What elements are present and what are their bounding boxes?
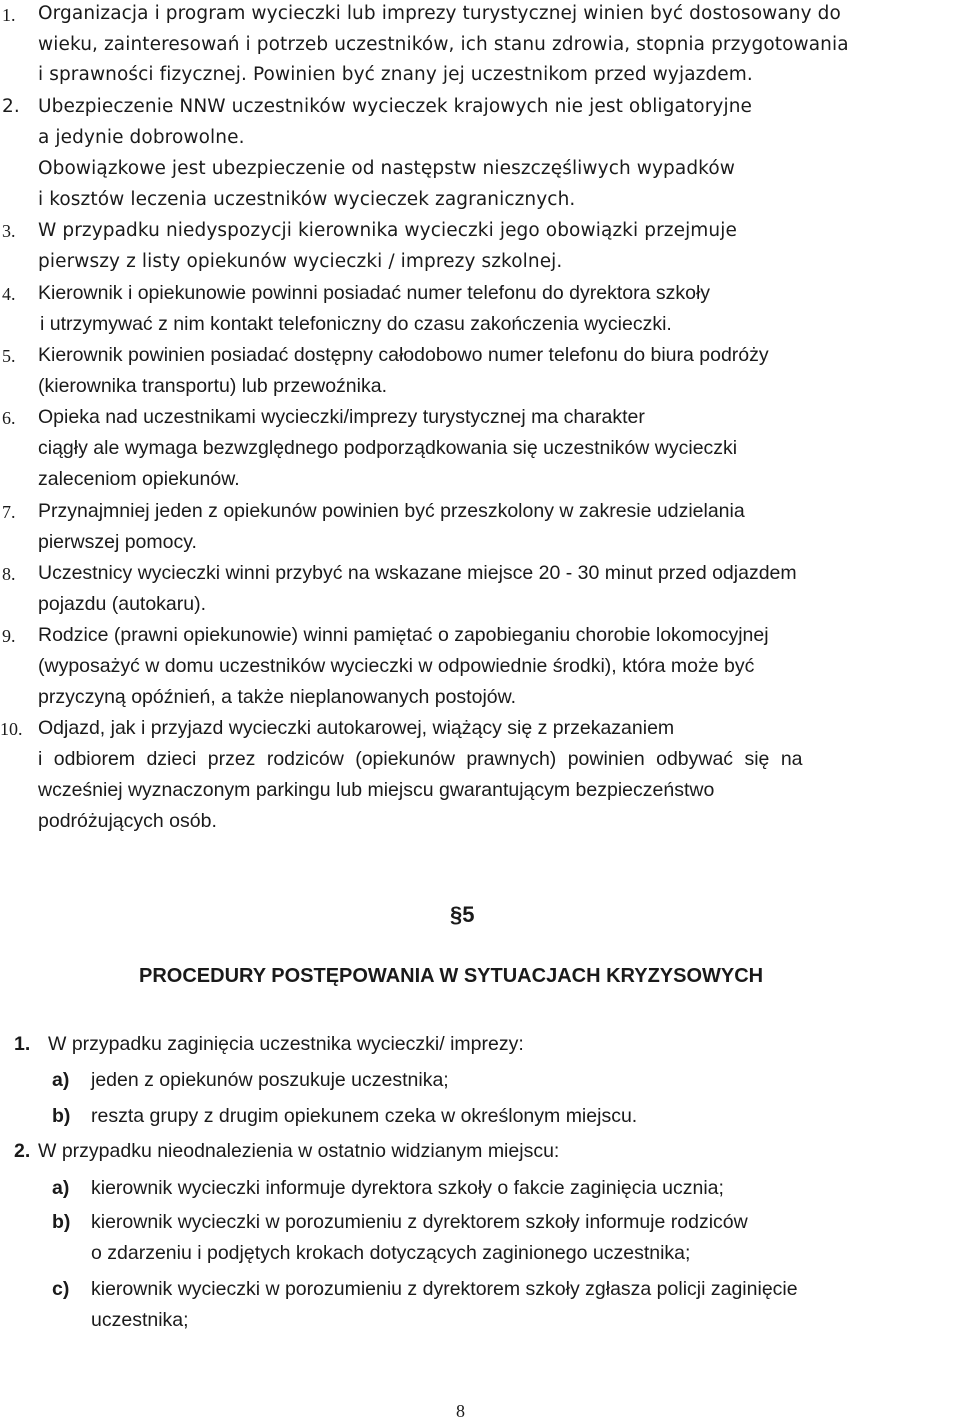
item-text-line: (wyposażyć w domu uczestników wycieczki w odpowiednie środki), która może być [38, 655, 755, 677]
section-number: §5 [450, 902, 475, 927]
item-text-line: Kierownik powinien posiadać dostępny całodobowo numer telefonu do biura podróży [38, 344, 769, 366]
subitem-text: kierownik wycieczki informuje dyrektora szkoły o fakcie zaginięcia ucznia; [91, 1177, 724, 1199]
subitem-text: reszta grupy z drugim opiekunem czeka w określonym miejscu. [91, 1105, 638, 1127]
item-text-line: Ubezpieczenie NNW uczestników wycieczek krajowych nie jest obligatoryjne [38, 96, 753, 117]
procedure-number: 2. [14, 1140, 31, 1162]
item-text-line: Organizacja i program wycieczki lub imprezy turystycznej winien być dostosowany do [38, 3, 841, 24]
subitem-letter: c) [52, 1278, 70, 1300]
item-text-line: i utrzymywać z nim kontakt telefoniczny do czasu zakończenia wycieczki. [40, 313, 672, 335]
item-number: 3. [2, 221, 16, 241]
procedure-number: 1. [14, 1033, 31, 1055]
item-text-line: Uczestnicy wycieczki winni przybyć na wskazane miejsce 20 - 30 minut przed odjazdem [38, 562, 797, 584]
subitem-text: kierownik wycieczki w porozumieniu z dyrektorem szkoły informuje rodziców [91, 1211, 748, 1233]
item-text-line: przyczyną opóźnień, a także nieplanowanych postojów. [38, 686, 517, 708]
item-text-line: wieku, zainteresowań i potrzeb uczestników, ich stanu zdrowia, stopnia przygotowania [38, 34, 849, 55]
section-title: PROCEDURY POSTĘPOWANIA W SYTUACJACH KRYZYSOWYCH [139, 965, 764, 987]
item-text-line: pierwszej pomocy. [38, 531, 197, 553]
item-number: 4. [2, 284, 16, 304]
subitem-text: jeden z opiekunów poszukuje uczestnika; [91, 1069, 449, 1091]
item-text-line: pojazdu (autokaru). [38, 593, 207, 615]
item-text-line: Rodzice (prawni opiekunowie) winni pamiętać o zapobieganiu chorobie lokomocyjnej [38, 624, 769, 646]
item-number: 9. [2, 626, 16, 646]
item-text-line: pierwszy z listy opiekunów wycieczki / imprezy szkolnej. [38, 251, 563, 272]
procedure-text: W przypadku nieodnalezienia w ostatnio widzianym miejscu: [38, 1140, 560, 1162]
subitem-letter: a) [52, 1069, 70, 1091]
item-number: 1. [2, 5, 16, 25]
subitem-letter: b) [52, 1105, 71, 1127]
item-number: 6. [2, 408, 16, 428]
item-text-line: Kierownik i opiekunowie powinni posiadać numer telefonu do dyrektora szkoły [38, 282, 711, 304]
item-text-line: a jedynie dobrowolne. [38, 127, 245, 148]
subitem-text: o zdarzeniu i podjętych krokach dotyczących zaginionego uczestnika; [91, 1242, 691, 1264]
item-text-line: i sprawności fizycznej. Powinien być znany jej uczestnikom przed wyjazdem. [38, 64, 753, 85]
item-text-line: wcześniej wyznaczonym parkingu lub miejscu gwarantującym bezpieczeństwo [38, 779, 715, 801]
item-text-line: Przynajmniej jeden z opiekunów powinien być przeszkolony w zakresie udzielania [38, 500, 745, 522]
item-text-line: Opieka nad uczestnikami wycieczki/imprezy turystycznej ma charakter [38, 406, 645, 428]
item-text-line: Obowiązkowe jest ubezpieczenie od następstw nieszczęśliwych wypadków [38, 158, 735, 179]
procedure-text: W przypadku zaginięcia uczestnika wycieczki/ imprezy: [48, 1033, 524, 1055]
subitem-text: kierownik wycieczki w porozumieniu z dyrektorem szkoły zgłasza policji zaginięcie [91, 1278, 798, 1300]
subitem-letter: b) [52, 1211, 71, 1233]
item-text-line: W przypadku niedyspozycji kierownika wycieczki jego obowiązki przejmuje [38, 220, 737, 241]
item-number: 5. [2, 346, 16, 366]
subitem-text: uczestnika; [91, 1309, 189, 1331]
item-text-line: Odjazd, jak i przyjazd wycieczki autokarowej, wiążący się z przekazaniem [38, 717, 675, 739]
item-number: 8. [2, 564, 16, 584]
subitem-letter: a) [52, 1177, 70, 1199]
item-number: 7. [2, 502, 16, 522]
item-number: 10. [0, 719, 23, 739]
item-text-line: zaleceniom opiekunów. [38, 468, 240, 490]
item-text-line: i odbiorem dzieci przez rodziców (opiekunów prawnych) powinien odbywać się na [38, 748, 803, 770]
page-number: 8 [456, 1401, 465, 1421]
item-text-line: i kosztów leczenia uczestników wycieczek zagranicznych. [38, 189, 576, 210]
item-text-line: podróżujących osób. [38, 810, 217, 832]
item-number: 2. [2, 96, 20, 117]
item-text-line: ciągły ale wymaga bezwzględnego podporządkowania się uczestników wycieczki [38, 437, 738, 459]
item-text-line: (kierownika transportu) lub przewoźnika. [38, 375, 387, 397]
